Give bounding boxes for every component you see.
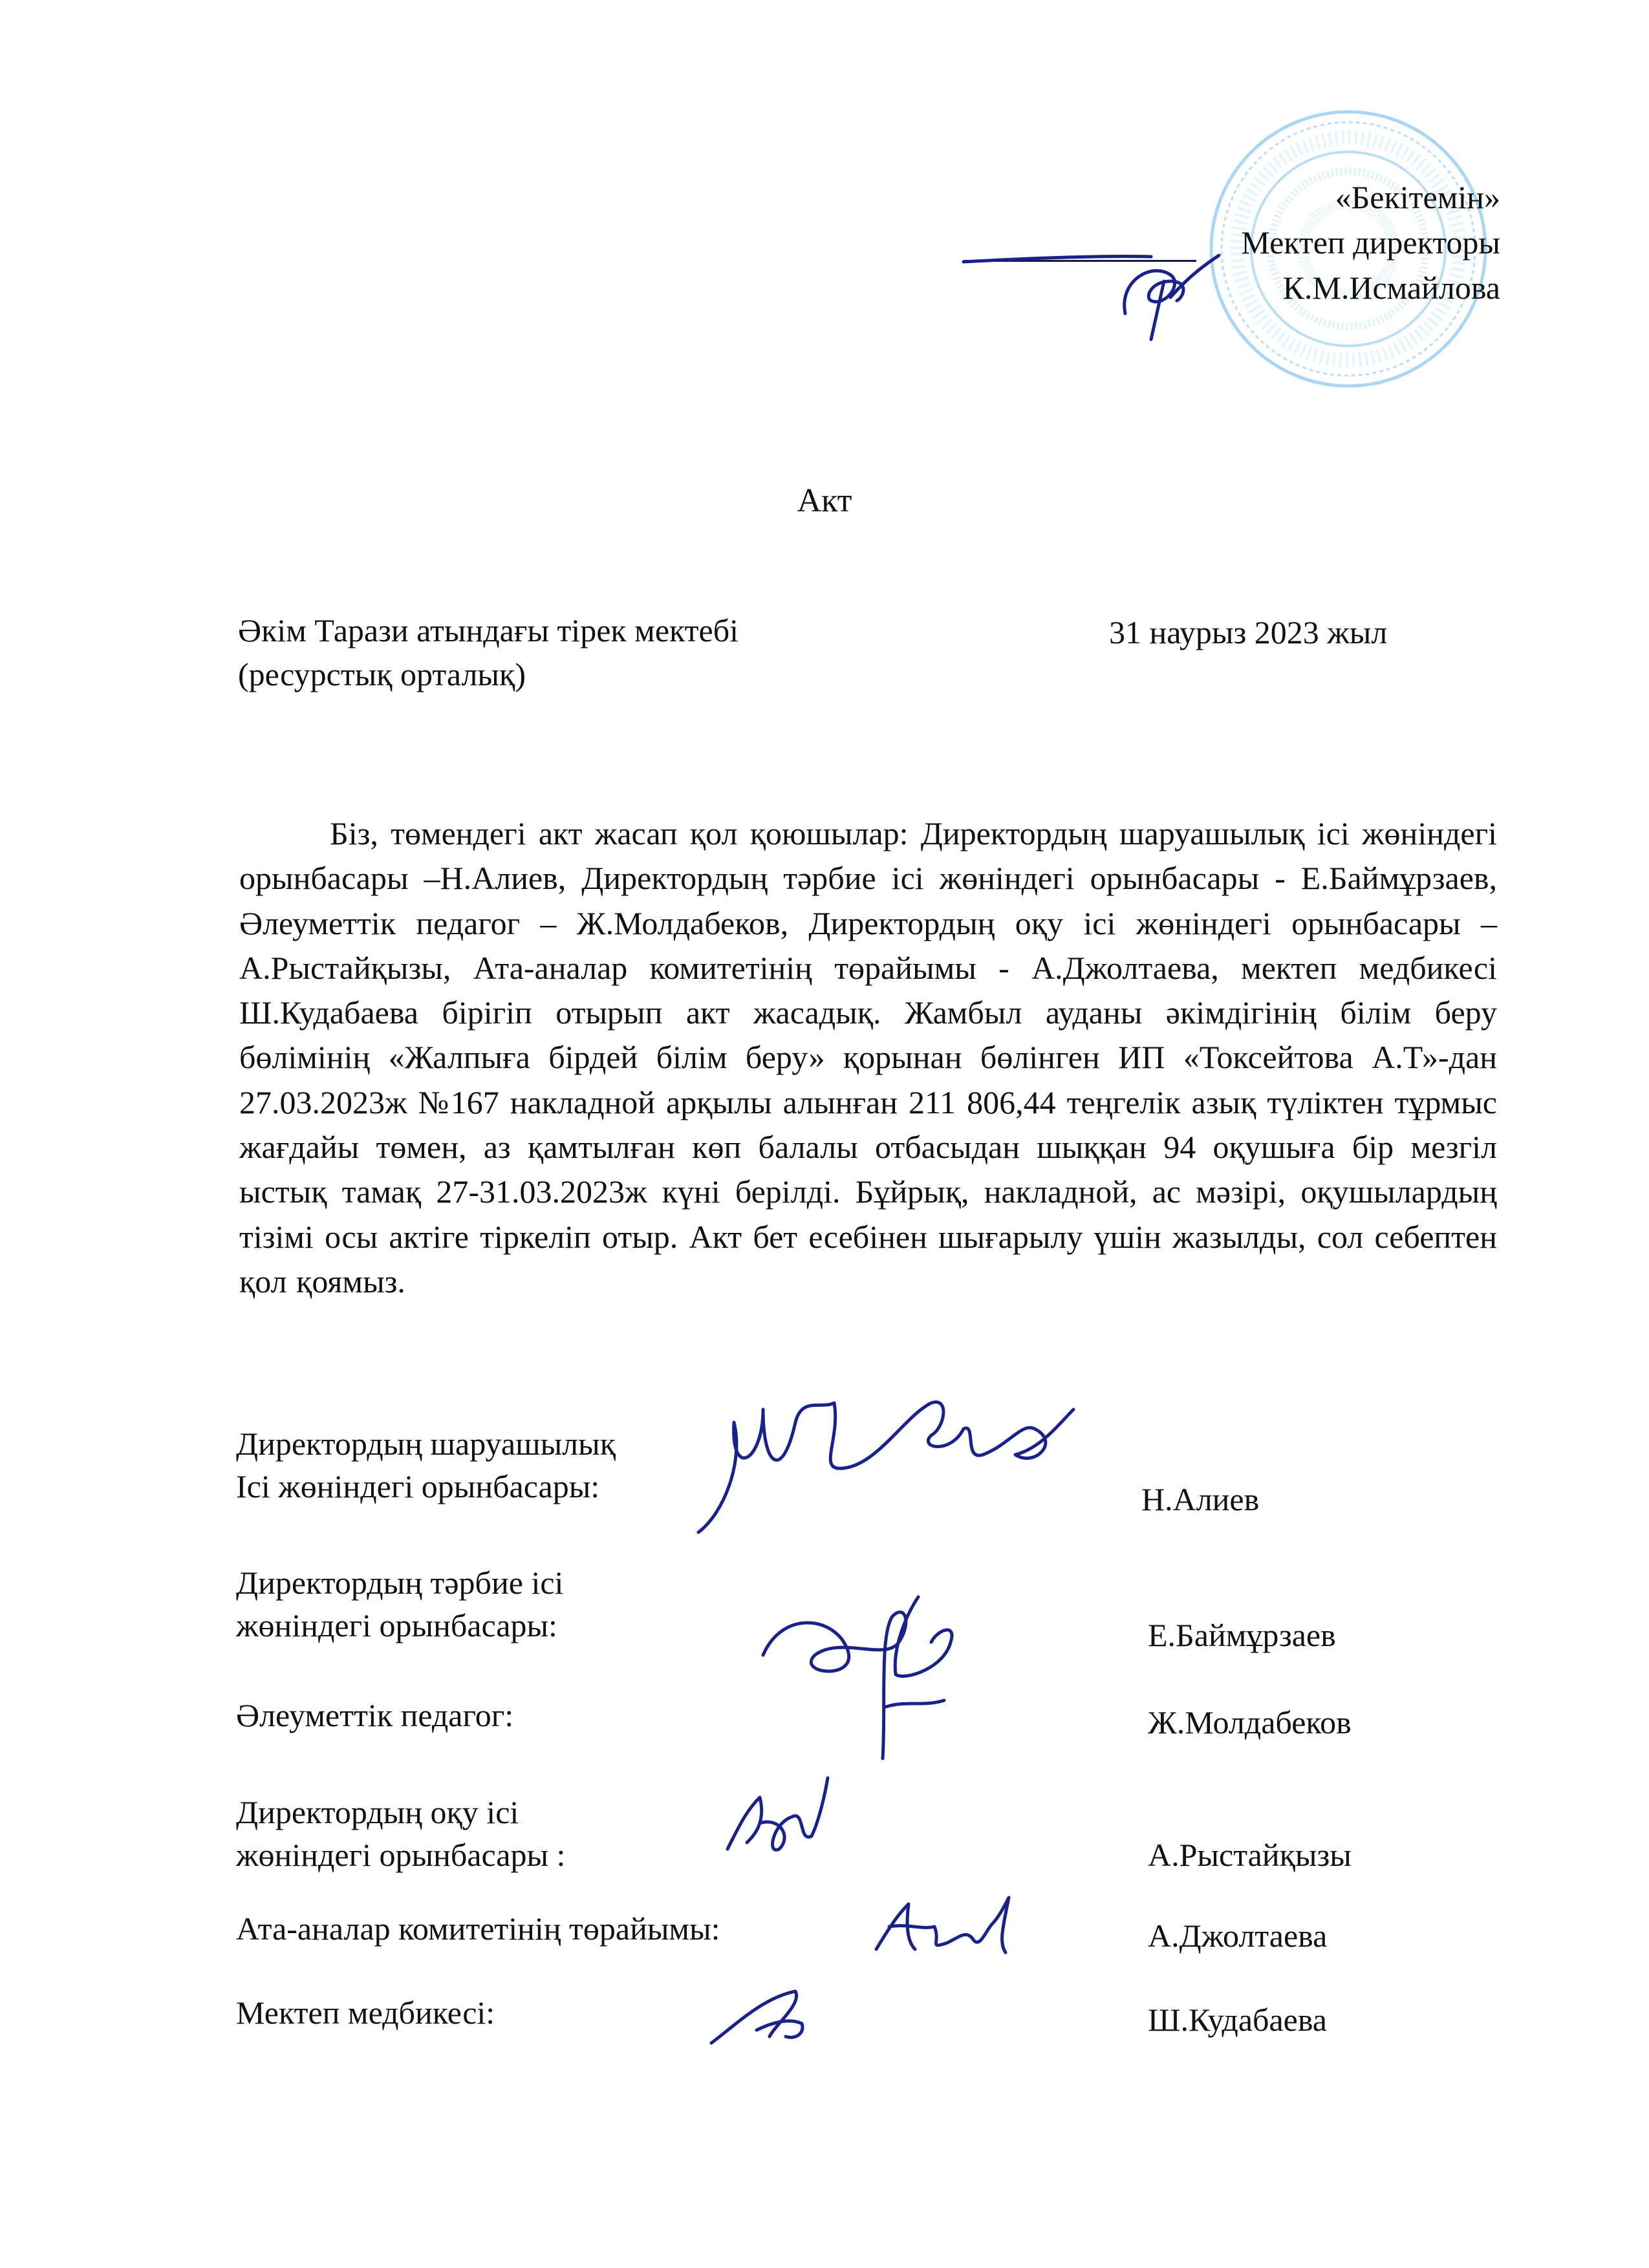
signatory-1-position-line-2: Ісі жөніндегі орынбасары: [236, 1468, 600, 1504]
signatory-3-position [236, 1694, 513, 1737]
director-signature [957, 236, 1229, 346]
signatory-3-position-line-1: Әлеуметтік педагог: [236, 1697, 514, 1733]
signatory-5-signature [870, 1891, 1018, 1969]
signatory-4-position [236, 1791, 565, 1876]
signatory-6-position [236, 1991, 495, 2034]
signatory-1-name: Н.Алиев [1141, 1481, 1260, 1517]
approval-director-name: К.М.Исмайлова [1282, 270, 1500, 306]
signatory-3-name: Ж.Молдабеков [1148, 1704, 1352, 1740]
body-paragraph: Біз, төмендегі акт жасап қол қоюшылар: Директордың шаруашылық ісі жөніндегі орынбасары –Н.Алиев, Директордың тәрбие ісі жөніндегі орынбасары - Е.Баймұрзаев, Әлеуметтік педагог – Ж.Молдабеков, Директордың оқу ісі жөніндегі орынбасары – А.Рыстайқызы, Ата-аналар комитетінің төрайымы - А.Джолтаева, мектеп медбикесі Ш.Кудабаева бірігіп отырып акт жасадық. Жамбыл ауданы әкімдігінің білім беру бөлімінің «Жалпыға бірдей білім беру» қорынан бөлінген ИП «Токсейтова А.Т»-дан 27.03.2023ж №167 накладной арқылы алынған 211 806,44 теңгелік азық түліктен тұрмыс жағдайы төмен, аз қамтылған көп балалы отбасыдан шыққан 94 оқушыға бір мезгіл ыстық тамақ 27-31.03.2023ж күні берілді. Бұйрық, накладной, ас мәзірі, оқушылардың тізімі осы актіге тіркеліп отыр. Акт бет есебінен шығарылу үшін жазылды, сол себептен қол қоямыз. [239, 815, 1497, 1300]
signatory-2-position-line-2: жөніндегі орынбасары: [236, 1607, 557, 1643]
signatory-5-name: А.Джолтаева [1148, 1918, 1328, 1954]
signatory-6-name: Ш.Кудабаева [1148, 2002, 1327, 2038]
signatory-4-signature [721, 1771, 837, 1868]
signatory-2-position-line-1: Директордың тәрбие ісі [236, 1565, 564, 1601]
signatory-4-position-line-1: Директордың оқу ісі [236, 1794, 519, 1830]
signatory-6-signature [705, 1978, 815, 2049]
signatory-4-name: А.Рыстайқызы [1148, 1837, 1352, 1873]
organization-name [238, 609, 738, 696]
approval-role: Мектеп директоры [1241, 224, 1500, 261]
signatory-2-name: Е.Баймұрзаев [1148, 1617, 1336, 1653]
document-title: Акт [797, 482, 852, 519]
signatory-1-position [236, 1422, 616, 1508]
approval-block [1241, 175, 1500, 310]
document-date: 31 наурыз 2023 жыл [1109, 614, 1388, 650]
signatory-5-position [236, 1907, 720, 1950]
organization-line-2: (ресурстық орталық) [238, 656, 526, 692]
signatory-2-signature [757, 1578, 996, 1765]
organization-line-1: Әкім Тарази атындағы тірек мектебі [238, 612, 739, 648]
signatory-1-position-line-1: Директордың шаруашылық [236, 1426, 616, 1462]
signatory-1-signature [673, 1384, 1086, 1545]
signatory-4-position-line-2: жөніндегі орынбасары : [236, 1837, 566, 1873]
signatory-6-position-line-1: Мектеп медбикесі: [236, 1995, 495, 2031]
signatory-5-position-line-1: Ата-аналар комитетінің төрайымы: [236, 1910, 720, 1947]
signatory-2-position [236, 1561, 563, 1647]
approval-heading: «Бекітемін» [1335, 179, 1500, 215]
